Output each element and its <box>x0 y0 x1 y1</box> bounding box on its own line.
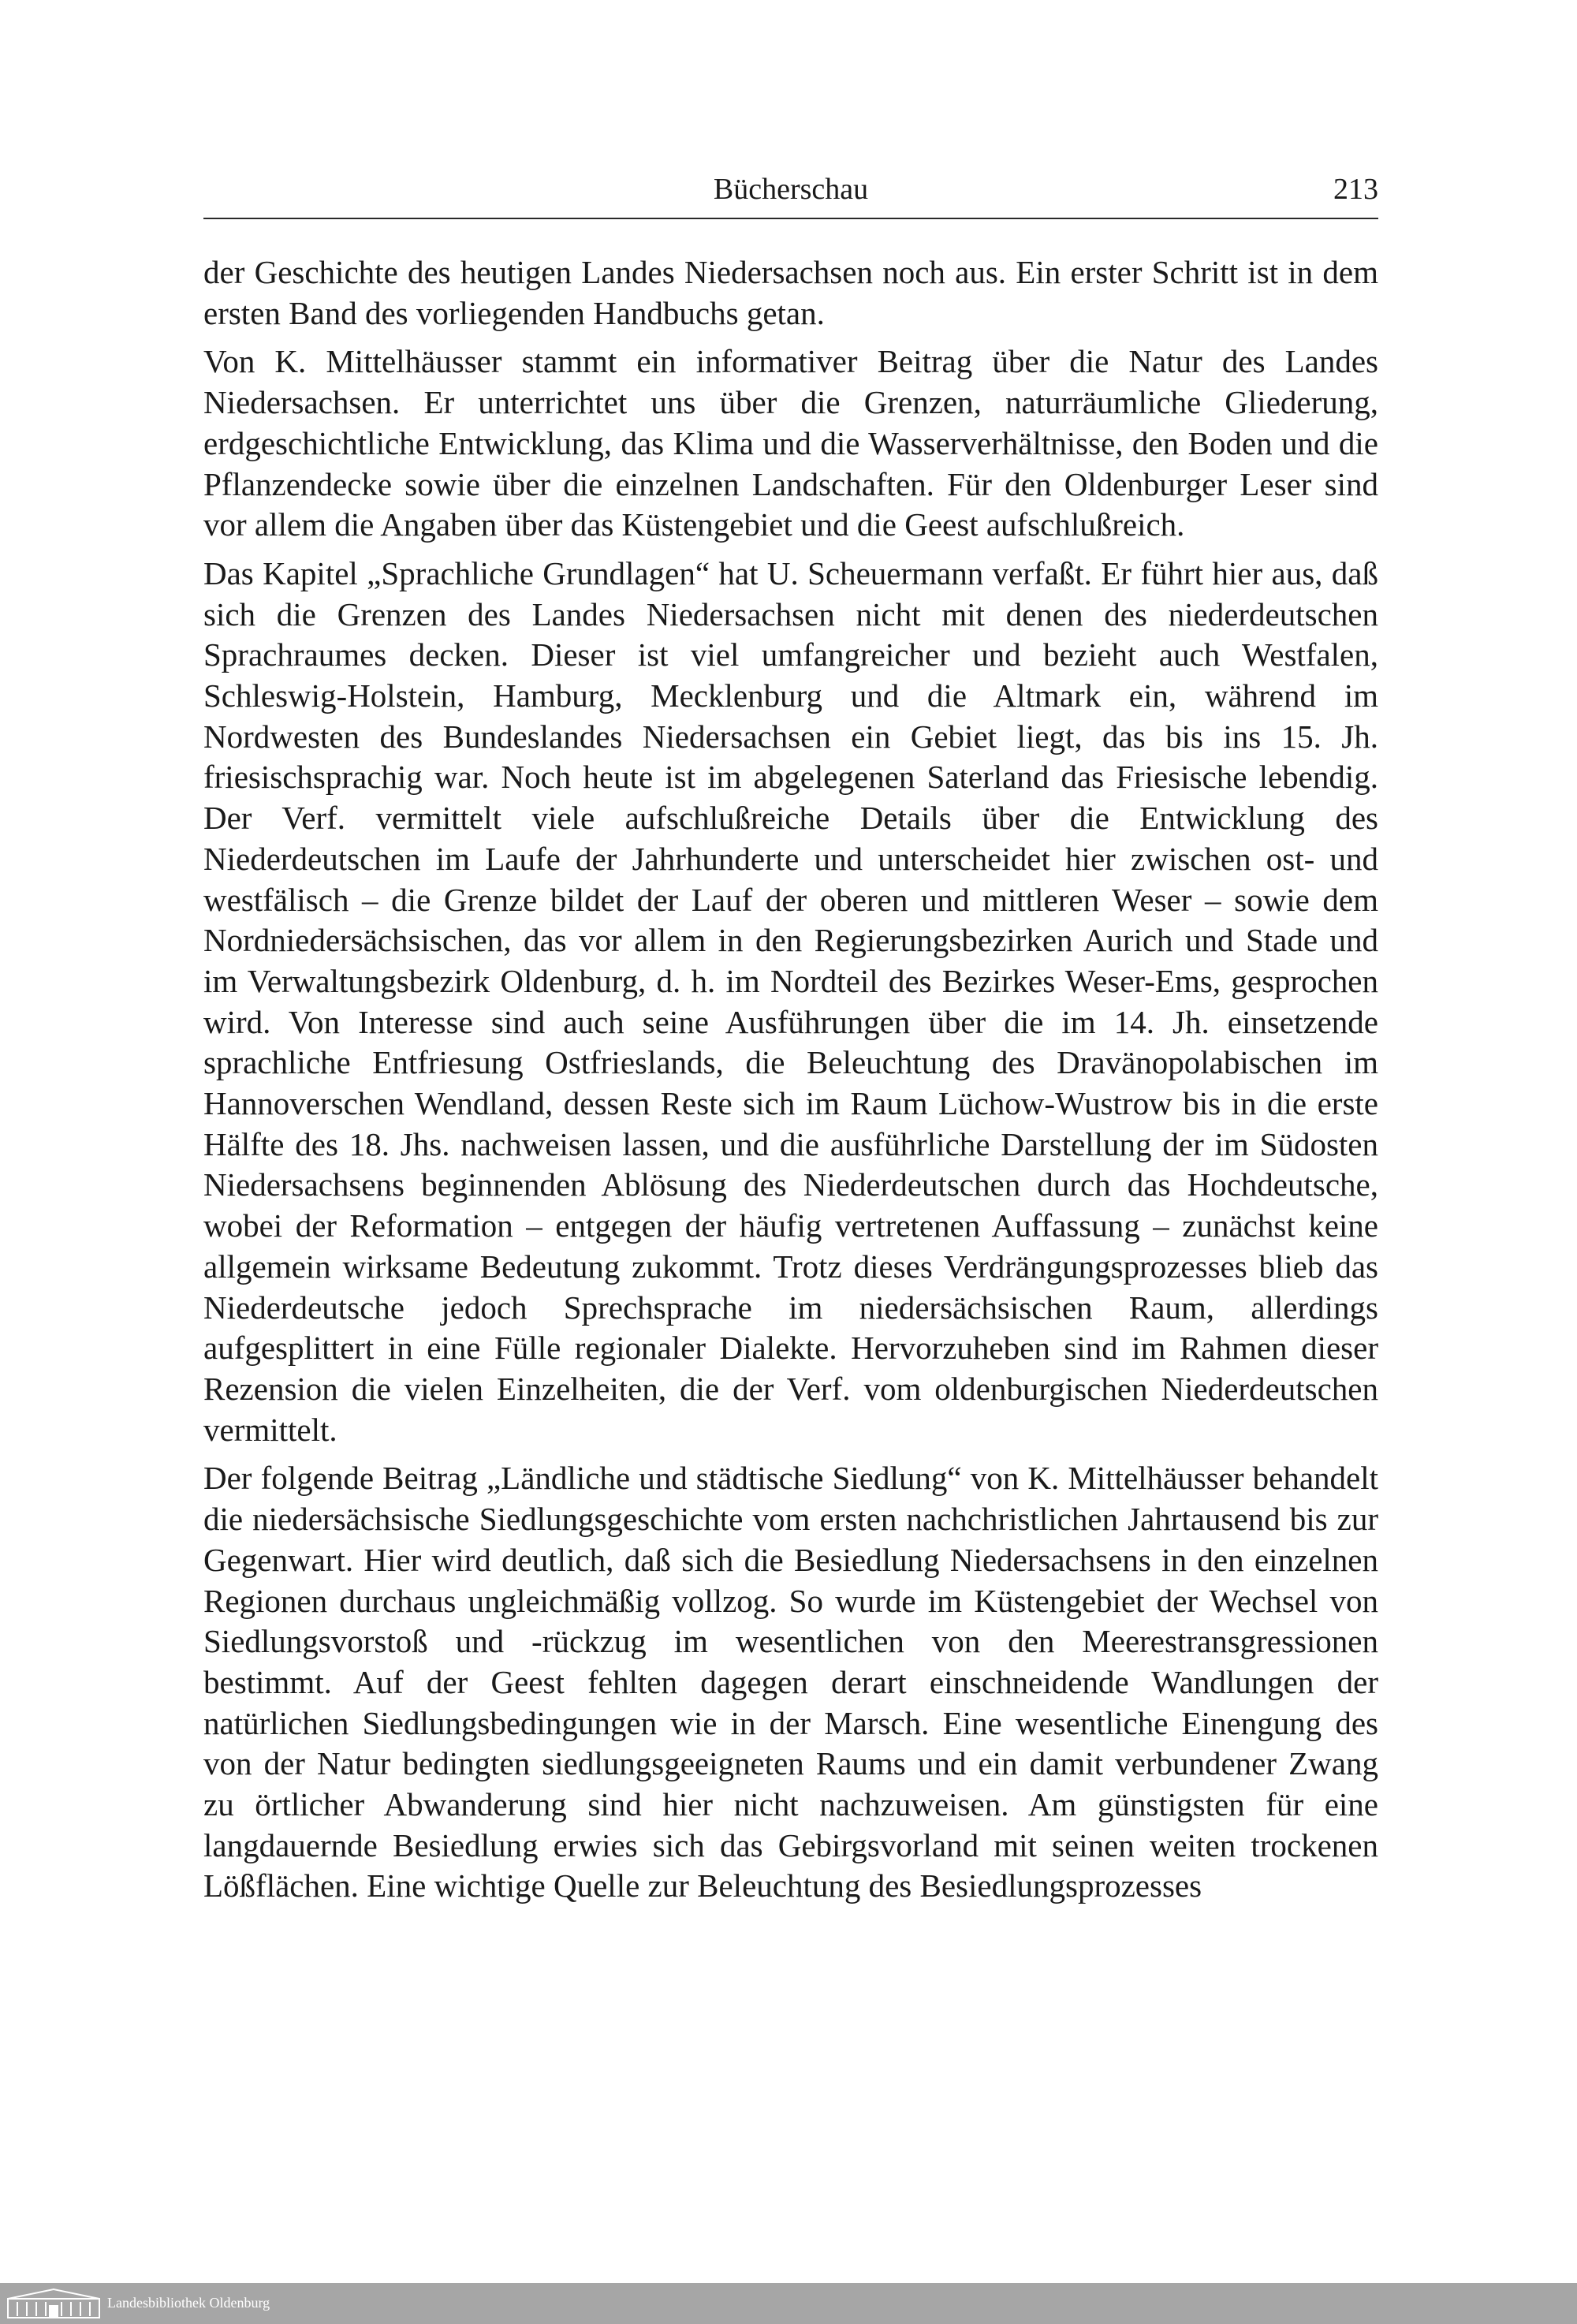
running-title: Bücherschau <box>713 173 869 206</box>
body-text <box>203 252 1378 1915</box>
library-building-icon <box>6 2288 101 2319</box>
paragraph: Der folgende Beitrag „Ländliche und städtische Siedlung“ von K. Mittelhäusser behandelt die niedersächsische Siedlungsgeschichte vom ersten nachchristlichen Jahrtausend bis zur Gegenwart. Hier wird deutlich, daß sich die Besiedlung Niedersachsens in den einzelnen Regionen durchaus ungleichmäßig vollzog. So wurde im Küstengebiet der Wechsel von Siedlungsvorstoß und -rückzug im wesentlichen von den Meerestransgressionen bestimmt. Auf der Geest fehlten dagegen derart einschneidende Wandlungen der natürlichen Siedlungsbedingungen wie in der Marsch. Eine wesentliche Einengung des von der Natur bedingten siedlungsgeeigneten Raums und ein damit verbundener Zwang zu örtlicher Abwanderung sind hier nicht nachzuweisen. Am günstigsten für eine langdauernde Besiedlung erwies sich das Gebirgsvorland mit seinen weiten trockenen Lößflächen. Eine wichtige Quelle zur Beleuchtung des Besiedlungsprozesses <box>203 1460 1378 1904</box>
paragraph: Das Kapitel „Sprachliche Grundlagen“ hat U. Scheuermann verfaßt. Er führt hier aus, daß sich die Grenzen des Landes Niedersachsen nicht mit denen des niederdeutschen Sprachraumes decken. Dieser ist viel umfangreicher und bezieht auch Westfalen, Schleswig-Holstein, Hamburg, Mecklenburg und die Altmark ein, während im Nordwesten des Bundeslandes Niedersachsen ein Gebiet liegt, das bis ins 15. Jh. friesischsprachig war. Noch heute ist im abgelegenen Saterland das Friesische lebendig. Der Verf. vermittelt viele aufschlußreiche Details über die Entwicklung des Niederdeutschen im Laufe der Jahrhunderte und unterscheidet hier zwischen ost- und westfälisch – die Grenze bildet der Lauf der oberen und mittleren Weser – sowie dem Nordniedersächsischen, das vor allem in den Regierungsbezirken Aurich und Stade und im Verwaltungsbezirk Oldenburg, d. h. im Nordteil des Bezirkes Weser-Ems, gesprochen wird. Von Interesse sind auch seine Ausführungen über die im 14. Jh. einsetzende sprachliche Entfriesung Ostfrieslands, die Beleuchtung des Dravänopolabischen im Hannoverschen Wendland, dessen Reste sich im Raum Lüchow-Wustrow bis in die erste Hälfte des 18. Jhs. nachweisen lassen, und die ausführliche Darstellung der im Südosten Niedersachsens beginnenden Ablösung des Niederdeutschen durch das Hochdeutsche, wobei der Reformation – entgegen der häufig vertretenen Auffassung – zunächst keine allgemein wirksame Bedeutung zukommt. Trotz dieses Verdrängungsprozesses blieb das Niederdeutsche jedoch Sprechsprache im niedersächsischen Raum, allerdings aufgesplittert in eine Fülle regionaler Dialekte. Hervorzuheben sind im Rahmen dieser Rezension die vielen Einzelheiten, die der Verf. vom oldenburgischen Niederdeutschen vermittelt. <box>203 554 1378 1448</box>
page-number: 213 <box>1333 173 1378 206</box>
paragraph: der Geschichte des heutigen Landes Niedersachsen noch aus. Ein erster Schritt ist in dem ersten Band des vorliegenden Handbuchs getan. <box>203 254 1378 331</box>
paragraph: Von K. Mittelhäusser stammt ein informativer Beitrag über die Natur des Landes Niedersachsen. Er unterrichtet uns über die Grenzen, naturräumliche Gliederung, erdgeschichtliche Entwicklung, das Klima und die Wasserverhältnisse, den Boden und die Pflanzendecke sowie über die einzelnen Landschaften. Für den Oldenburger Leser sind vor allem die Angaben über das Küstengebiet und die Geest aufschlußreich. <box>203 343 1378 543</box>
library-footer-bar <box>0 2283 1577 2324</box>
library-name: Landesbibliothek Oldenburg <box>107 2295 270 2311</box>
page-header <box>203 169 1378 219</box>
